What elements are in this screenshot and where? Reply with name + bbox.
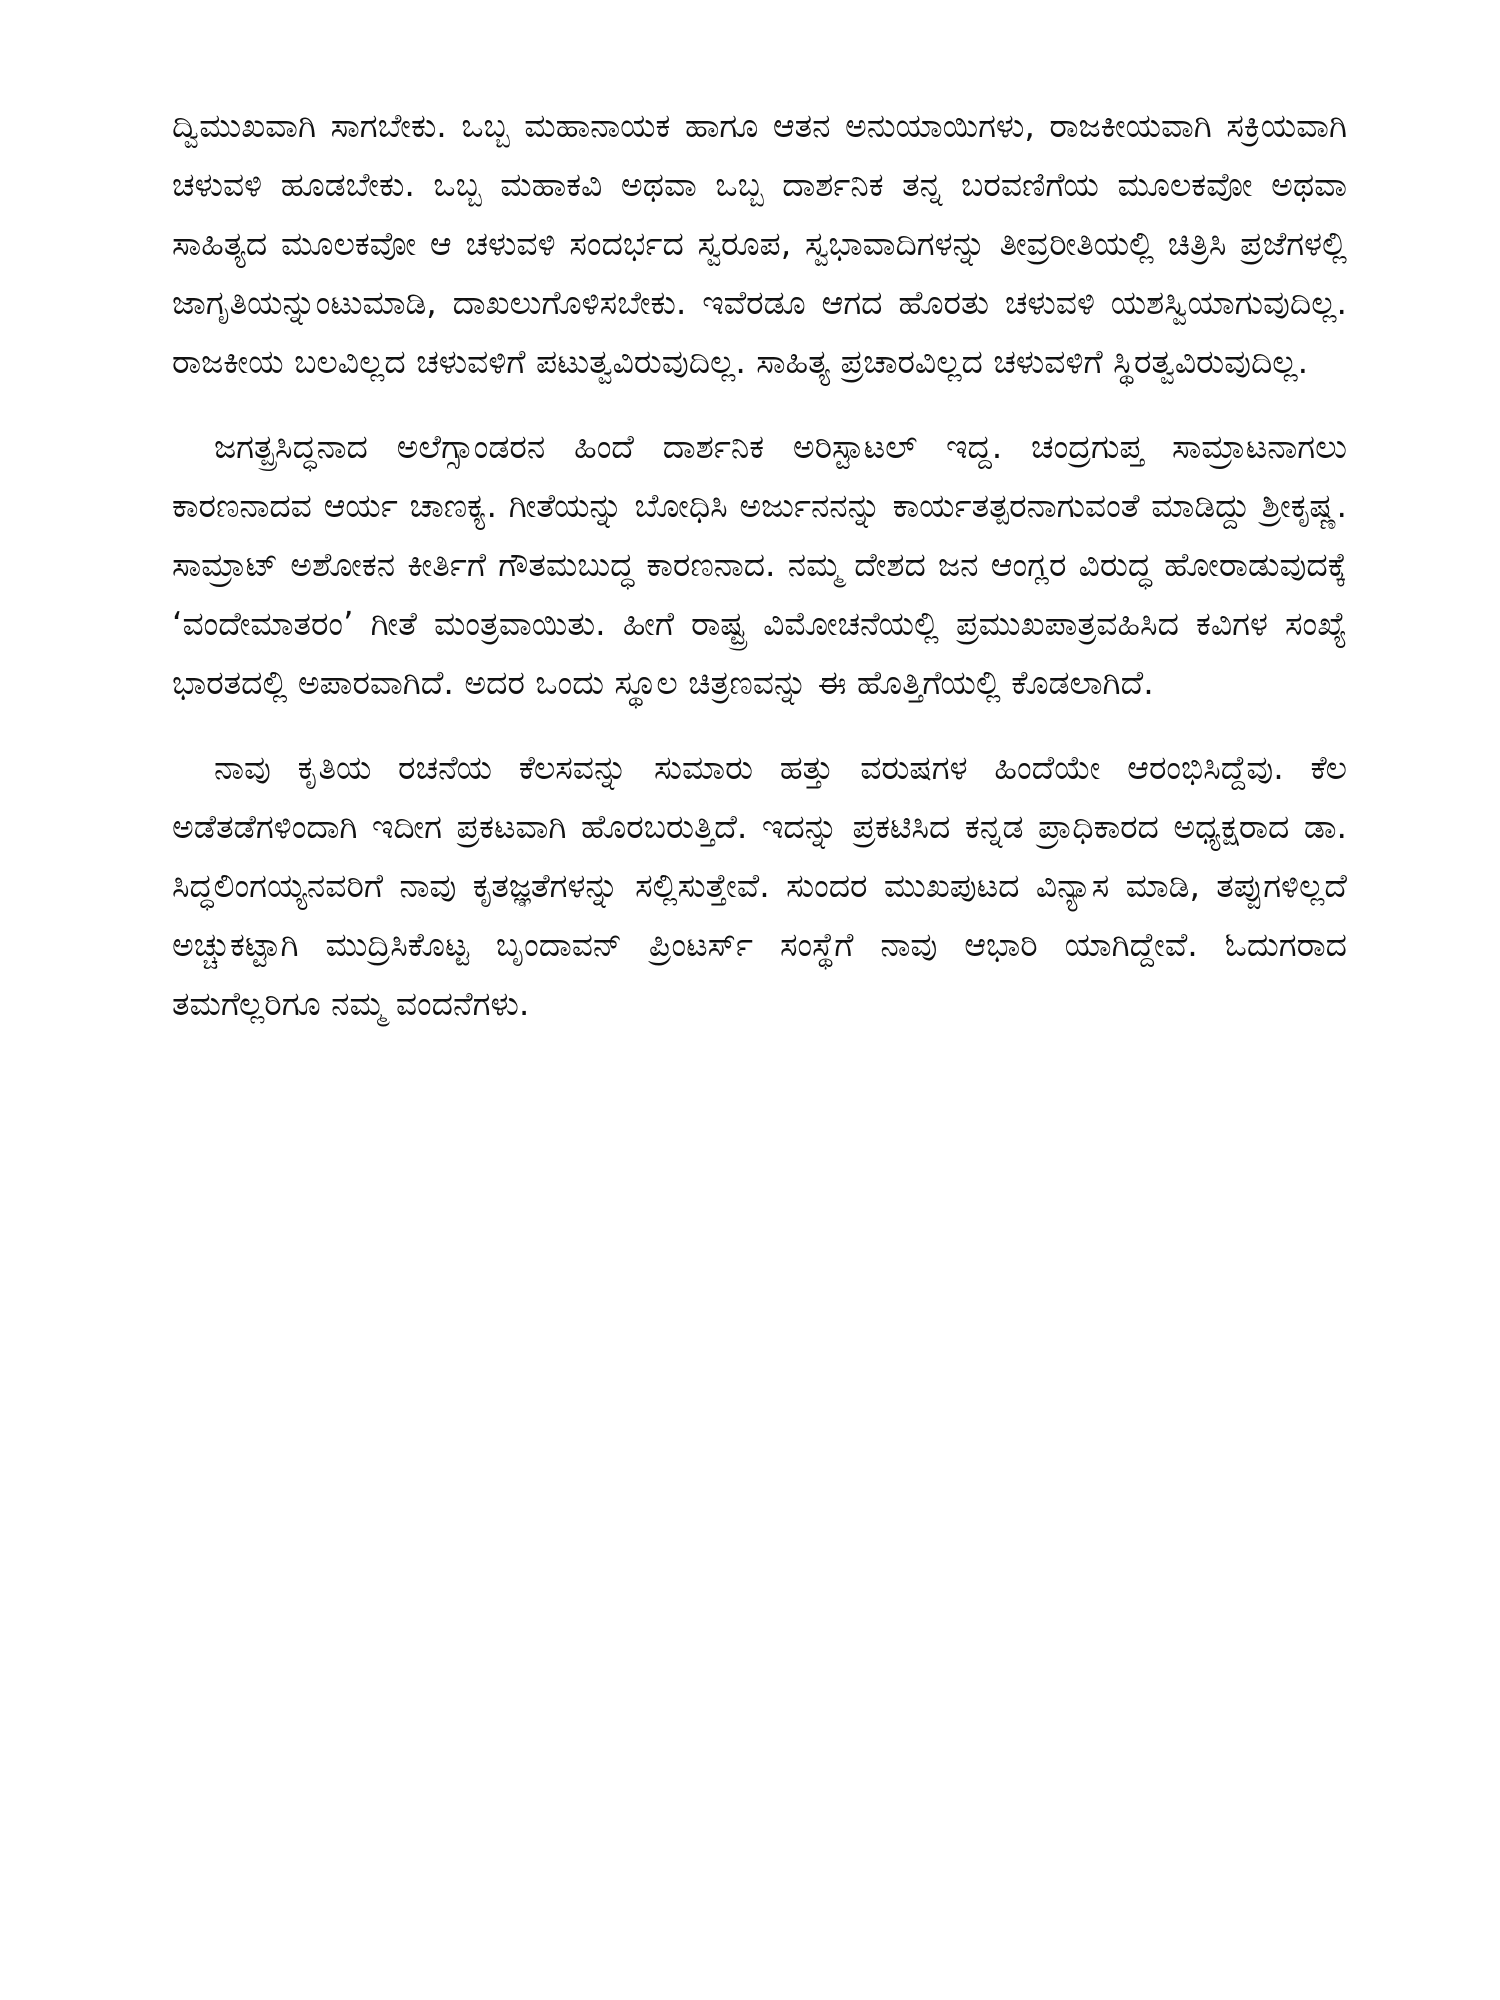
body-text <box>172 96 1347 1059</box>
paragraph-3: ನಾವು ಕೃತಿಯ ರಚನೆಯ ಕೆಲಸವನ್ನು ಸುಮಾರು ಹತ್ತು ವರುಷಗಳ ಹಿಂದೆಯೇ ಆರಂಭಿಸಿದ್ದೆವು. ಕೆಲ ಅಡೆತಡೆಗಳಿಂದಾಗಿ ಇದೀಗ ಪ್ರಕಟವಾಗಿ ಹೊರಬರುತ್ತಿದೆ. ಇದನ್ನು ಪ್ರಕಟಿಸಿದ ಕನ್ನಡ ಪ್ರಾಧಿಕಾರದ ಅಧ್ಯಕ್ಷರಾದ ಡಾ. ಸಿದ್ಧಲಿಂಗಯ್ಯನವರಿಗೆ ನಾವು ಕೃತಜ್ಞತೆಗಳನ್ನು ಸಲ್ಲಿಸುತ್ತೇವೆ. ಸುಂದರ ಮುಖಪುಟದ ವಿನ್ಯಾಸ ಮಾಡಿ, ತಪ್ಪುಗಳಿಲ್ಲದೆ ಅಚ್ಚುಕಟ್ಟಾಗಿ ಮುದ್ರಿಸಿಕೊಟ್ಟ ಬೃಂದಾವನ್ ಪ್ರಿಂಟರ್ಸ್ ಸಂಸ್ಥೆಗೆ ನಾವು ಆಭಾರಿ ಯಾಗಿದ್ದೇವೆ. ಓದುಗರಾದ ತಮಗೆಲ್ಲರಿಗೂ ನಮ್ಮ ವಂದನೆಗಳು. <box>172 748 1348 1023</box>
paragraph-1: ದ್ವಿಮುಖವಾಗಿ ಸಾಗಬೇಕು. ಒಬ್ಬ ಮಹಾನಾಯಕ ಹಾಗೂ ಆತನ ಅನುಯಾಯಿಗಳು, ರಾಜಕೀಯವಾಗಿ ಸಕ್ರಿಯವಾಗಿ ಚಳುವಳಿ ಹೂಡಬೇಕು. ಒಬ್ಬ ಮಹಾಕವಿ ಅಥವಾ ಒಬ್ಬ ದಾರ್ಶನಿಕ ತನ್ನ ಬರವಣಿಗೆಯ ಮೂಲಕವೋ ಅಥವಾ ಸಾಹಿತ್ಯದ ಮೂಲಕವೋ ಆ ಚಳುವಳಿ ಸಂದರ್ಭದ ಸ್ವರೂಪ, ಸ್ವಭಾವಾದಿಗಳನ್ನು ತೀವ್ರರೀತಿಯಲ್ಲಿ ಚಿತ್ರಿಸಿ ಪ್ರಜೆಗಳಲ್ಲಿ ಜಾಗೃತಿಯನ್ನುಂಟುಮಾಡಿ, ದಾಖಲುಗೊಳಿಸಬೇಕು. ಇವೆರಡೂ ಆಗದ ಹೊರತು ಚಳುವಳಿ ಯಶಸ್ವಿಯಾಗುವುದಿಲ್ಲ. ರಾಜಕೀಯ ಬಲವಿಲ್ಲದ ಚಳುವಳಿಗೆ ಪಟುತ್ವವಿರುವುದಿಲ್ಲ. ಸಾಹಿತ್ಯ ಪ್ರಚಾರವಿಲ್ಲದ ಚಳುವಳಿಗೆ ಸ್ಥಿರತ್ವವಿರುವುದಿಲ್ಲ. <box>172 106 1347 381</box>
paragraph-2: ಜಗತ್ಪ್ರಸಿದ್ಧನಾದ ಅಲೆಗ್ಸಾಂಡರನ ಹಿಂದೆ ದಾರ್ಶನಿಕ ಅರಿಸ್ಟಾಟಲ್ ಇದ್ದ. ಚಂದ್ರಗುಪ್ತ ಸಾಮ್ರಾಟನಾಗಲು ಕಾರಣನಾದವ ಆರ್ಯ ಚಾಣಕ್ಯ. ಗೀತೆಯನ್ನು ಬೋಧಿಸಿ ಅರ್ಜುನನನ್ನು ಕಾರ್ಯತತ್ಪರನಾಗುವಂತೆ ಮಾಡಿದ್ದು ಶ್ರೀಕೃಷ್ಣ. ಸಾಮ್ರಾಟ್ ಅಶೋಕನ ಕೀರ್ತಿಗೆ ಗೌತಮಬುದ್ಧ ಕಾರಣನಾದ. ನಮ್ಮ ದೇಶದ ಜನ ಆಂಗ್ಲರ ವಿರುದ್ಧ ಹೋರಾಡುವುದಕ್ಕೆ ‘ವಂದೇಮಾತರಂ’ ಗೀತೆ ಮಂತ್ರವಾಯಿತು. ಹೀಗೆ ರಾಷ್ಟ್ರ ವಿಮೋಚನೆಯಲ್ಲಿ ಪ್ರಮುಖಪಾತ್ರವಹಿಸಿದ ಕವಿಗಳ ಸಂಖ್ಯೆ ಭಾರತದಲ್ಲಿ ಅಪಾರವಾಗಿದೆ. ಅದರ ಒಂದು ಸ್ಥೂಲ ಚಿತ್ರಣವನ್ನು ಈ ಹೊತ್ತಿಗೆಯಲ್ಲಿ ಕೊಡಲಾಗಿದೆ. <box>172 427 1347 702</box>
